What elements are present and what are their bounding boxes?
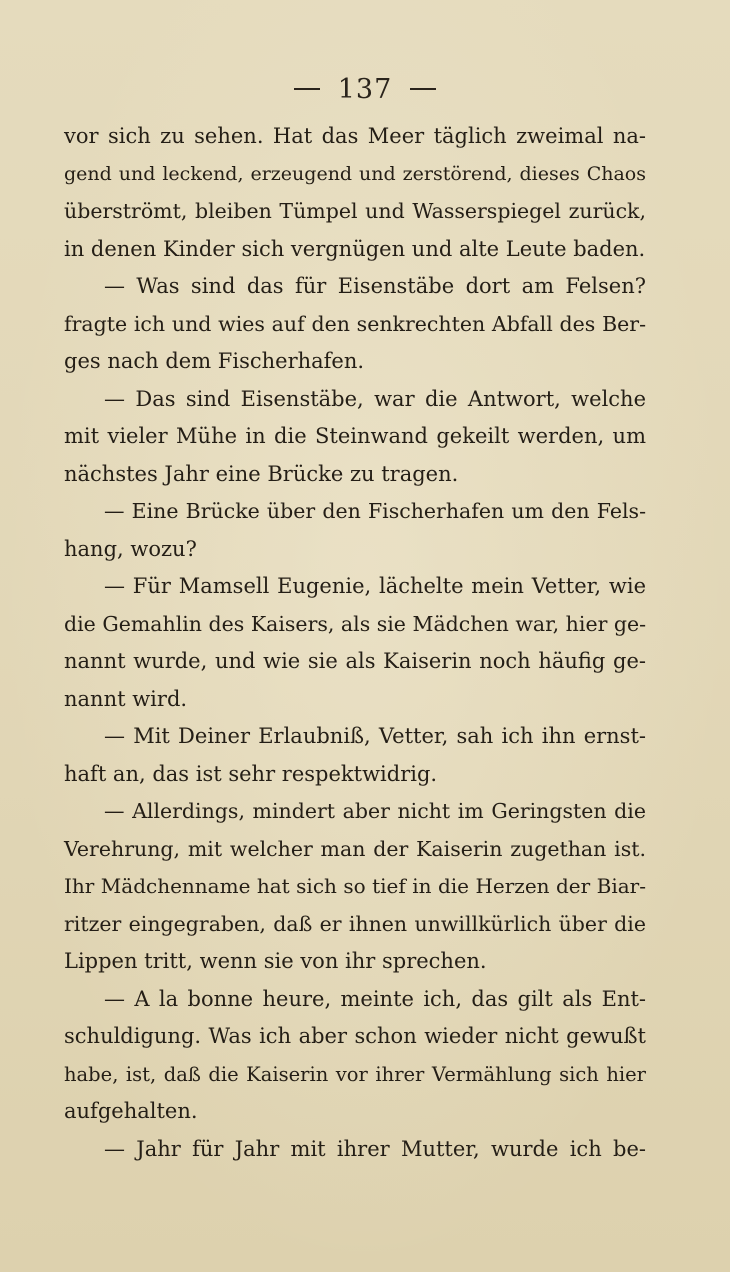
right-dash	[410, 88, 436, 90]
text-line: schuldigung. Was ich aber schon wieder nicht gewußt	[64, 1024, 646, 1048]
text-line: gend und leckend, erzeugend und zerstörend, dieses Chaos	[64, 162, 646, 185]
text-line: hang, wozu?	[64, 536, 197, 561]
text-line: — Eine Brücke über den Fischerhafen um den Fels-	[104, 499, 646, 523]
text-line: habe, ist, daß die Kaiserin vor ihrer Vermählung sich hier	[64, 1062, 646, 1086]
text-line: — Mit Deiner Erlaubniß, Vetter, sah ich ihn ernst-	[104, 724, 646, 748]
text-line: vor sich zu sehen. Hat das Meer täglich zweimal na-	[64, 124, 646, 148]
text-line: — Jahr für Jahr mit ihrer Mutter, wurde ich be-	[104, 1136, 646, 1161]
text-line: — Für Mamsell Eugenie, lächelte mein Vetter, wie	[104, 574, 646, 598]
text-line: — Allerdings, mindert aber nicht im Geringsten die	[104, 799, 646, 823]
text-line: — Das sind Eisenstäbe, war die Antwort, welche	[104, 386, 646, 411]
text-line: überströmt, bleiben Tümpel und Wasserspiegel zurück,	[64, 199, 646, 223]
text-line: Ihr Mädchenname hat sich so tief in die Herzen der Biar-	[64, 874, 646, 898]
text-line: Lippen tritt, wenn sie von ihr sprechen.	[64, 949, 487, 973]
text-line: haft an, das ist sehr respektwidrig.	[64, 761, 438, 786]
text-line: ritzer eingegraben, daß er ihnen unwillkürlich über die	[64, 911, 646, 936]
text-line: Verehrung, mit welcher man der Kaiserin zugethan ist.	[64, 836, 646, 861]
left-dash	[294, 88, 320, 90]
text-line: fragte ich und wies auf den senkrechten Abfall des Ber-	[64, 311, 646, 336]
text-line: — Was sind das für Eisenstäbe dort am Felsen?	[104, 274, 646, 298]
text-line: die Gemahlin des Kaisers, als sie Mädchen war, hier ge-	[64, 611, 647, 636]
text-line: ges nach dem Fischerhafen.	[64, 349, 365, 373]
text-line: nannt wird.	[64, 686, 188, 711]
text-line: nannt wurde, und wie sie als Kaiserin noch häufig ge-	[64, 649, 646, 673]
page-header	[0, 74, 730, 105]
text-line: — A la bonne heure, meinte ich, das gilt als Ent-	[104, 986, 646, 1011]
body-text	[64, 118, 646, 1168]
text-line: aufgehalten.	[64, 1099, 198, 1123]
text-line: nächstes Jahr eine Brücke zu tragen.	[64, 461, 459, 486]
page-number: 137	[337, 74, 393, 105]
text-line: in denen Kinder sich vergnügen und alte Leute baden.	[64, 236, 646, 261]
text-line: mit vieler Mühe in die Steinwand gekeilt werden, um	[64, 424, 646, 448]
